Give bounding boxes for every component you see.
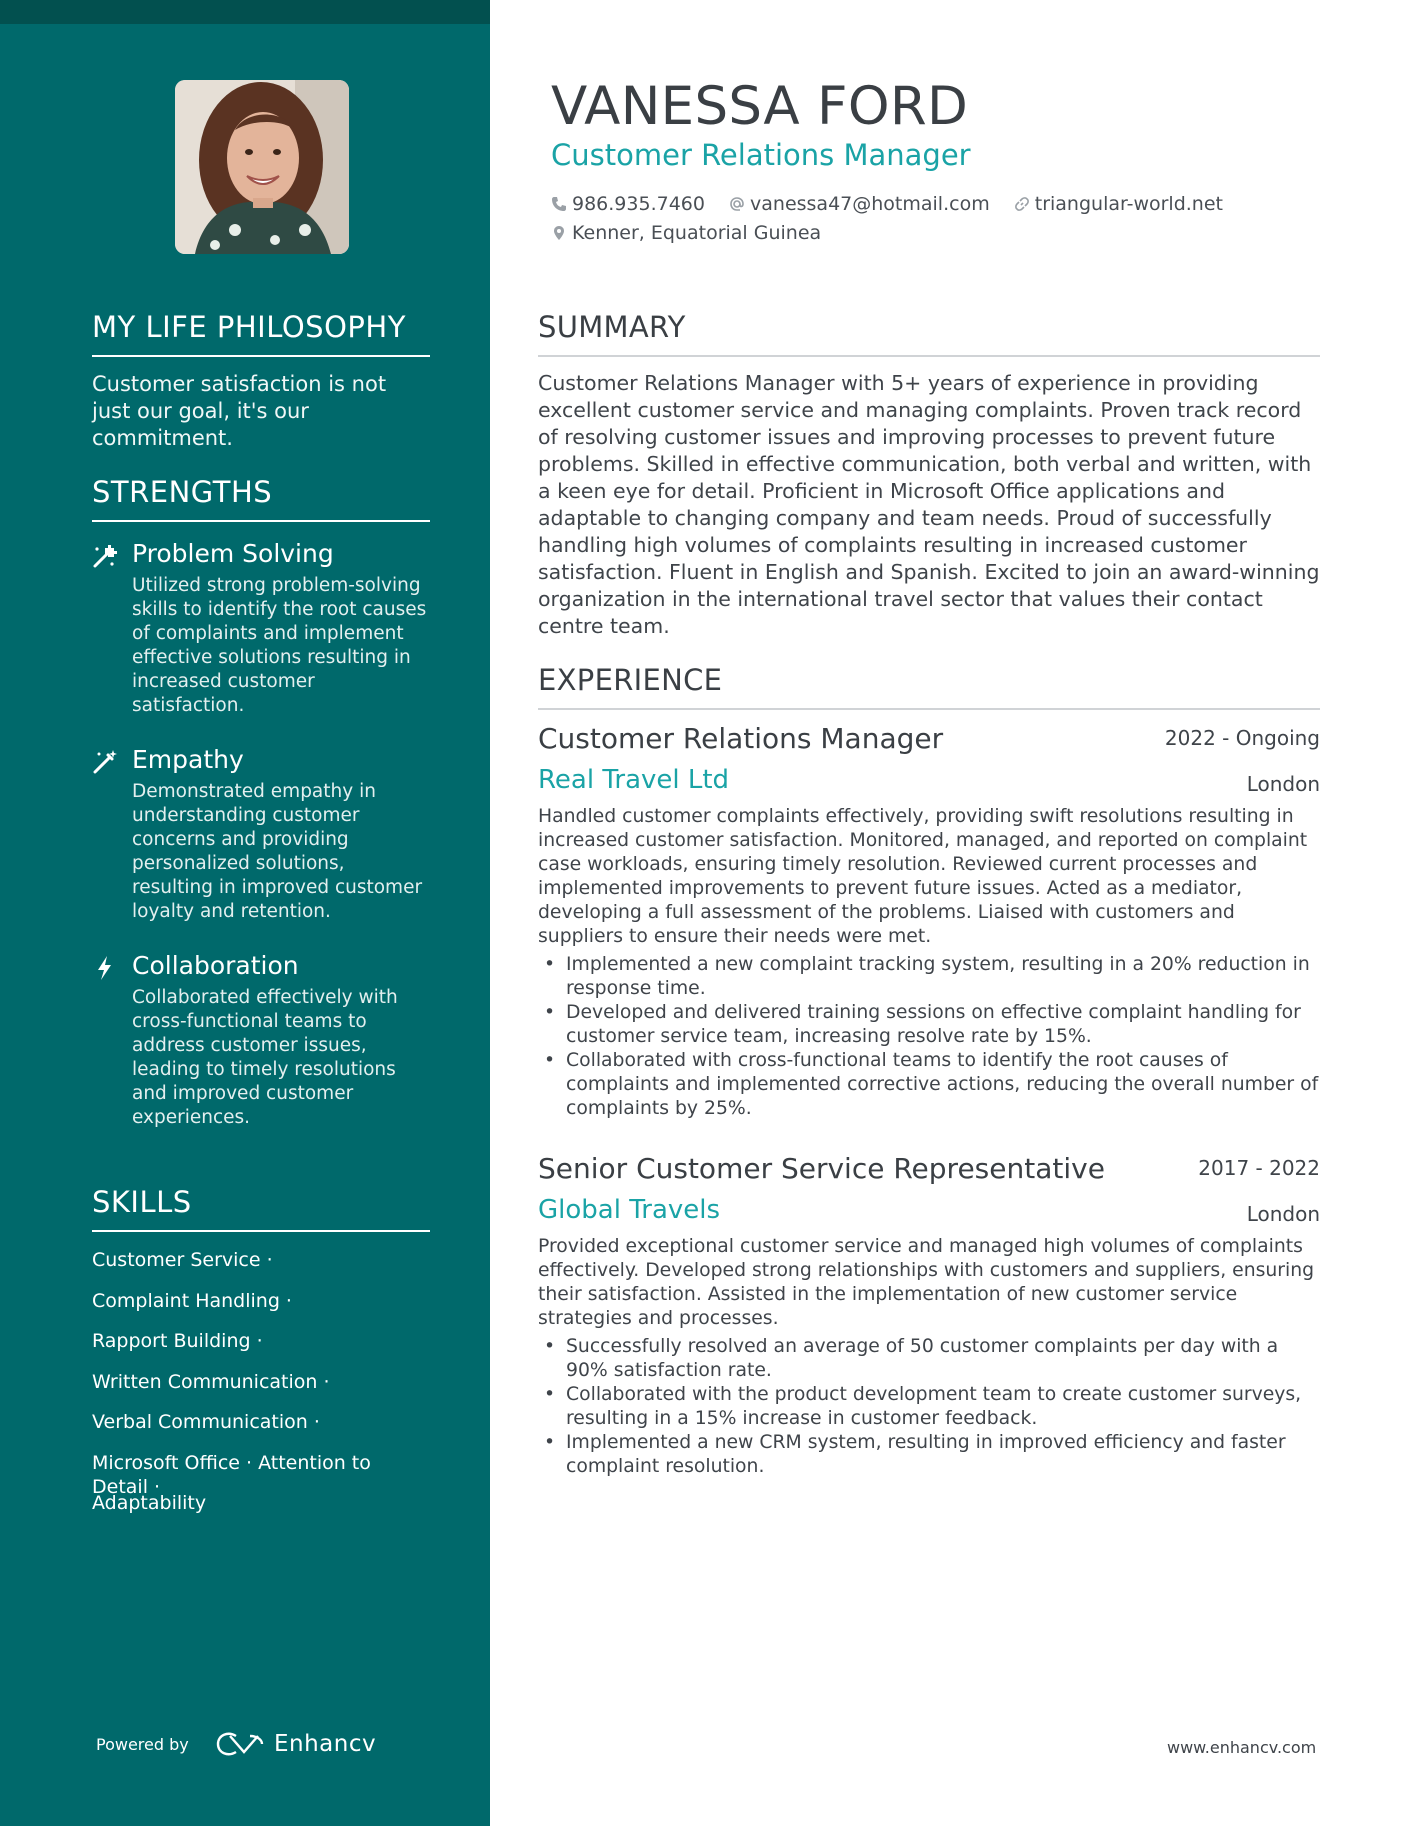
achievement-list bbox=[538, 953, 1320, 1121]
strengths-title: STRENGTHS bbox=[92, 475, 430, 522]
location-line bbox=[551, 222, 839, 244]
avatar bbox=[175, 80, 349, 254]
sidebar bbox=[0, 0, 490, 1826]
philosophy-section bbox=[92, 310, 430, 452]
website-contact[interactable] bbox=[1014, 193, 1223, 215]
location-contact bbox=[551, 222, 821, 244]
job-location: London bbox=[1246, 1202, 1320, 1226]
skill-item: Customer Service · bbox=[92, 1249, 273, 1271]
email-contact[interactable] bbox=[729, 193, 990, 215]
footer-website-link[interactable]: www.enhancv.com bbox=[1167, 1738, 1317, 1757]
job-location: London bbox=[1246, 772, 1320, 796]
phone-icon bbox=[551, 196, 567, 212]
enhancv-logo[interactable] bbox=[216, 1731, 396, 1761]
job-title: Senior Customer Service Representative bbox=[538, 1152, 1105, 1185]
achievement-item: • Collaborated with cross-functional teams to identify the root causes of complaints and implemented corrective actions, reducing the overall number of complaints by 25%. bbox=[538, 1049, 1320, 1121]
contact-line bbox=[551, 193, 1241, 215]
job-entry bbox=[538, 1152, 1320, 1479]
candidate-name: VANESSA FORD bbox=[551, 76, 969, 137]
enhancv-logo-text: Enhancv bbox=[274, 1731, 377, 1757]
strength-desc: Demonstrated empathy in understanding customer concerns and providing personalized solutions, resulting in improved customer loyalty and retention. bbox=[132, 781, 423, 922]
strengths-section bbox=[92, 475, 430, 1130]
company-name: Real Travel Ltd bbox=[538, 765, 730, 795]
sidebar-top-band bbox=[0, 0, 490, 24]
achievement-item: • Successfully resolved an average of 50 customer complaints per day with a 90% satisfaction rate. bbox=[538, 1335, 1320, 1383]
skill-item: Complaint Handling · bbox=[92, 1289, 292, 1312]
location-pin-icon bbox=[551, 225, 567, 241]
philosophy-text: Customer satisfaction is not just our goal, it's our commitment. bbox=[92, 372, 387, 450]
skill-item: Verbal Communication · bbox=[92, 1411, 320, 1433]
at-icon bbox=[729, 196, 745, 212]
achievement-item: • Implemented a new CRM system, resulting in improved efficiency and faster complaint resolution. bbox=[538, 1431, 1320, 1479]
skill-item: Microsoft Office · Attention to Detail · bbox=[92, 1451, 371, 1498]
candidate-role: Customer Relations Manager bbox=[551, 138, 971, 172]
strength-title: Problem Solving bbox=[132, 539, 334, 568]
job-description: Handled customer complaints effectively, providing swift resolutions resulting in increased customer satisfaction. Monitored, managed, and reported on complaint case workloads, ensuring timely resolution. Reviewed current processes and implemented improvements to prevent future issues. Acted as a mediator, developing a full assessment of the problems. Liaised with customers and suppliers to ensure their needs were met. bbox=[538, 806, 1308, 947]
lightning-icon bbox=[92, 955, 118, 981]
company-name: Global Travels bbox=[538, 1195, 721, 1225]
portrait-image bbox=[175, 80, 349, 254]
phone-contact[interactable] bbox=[551, 193, 705, 215]
skills-title: SKILLS bbox=[92, 1185, 430, 1232]
strength-item bbox=[92, 744, 430, 924]
location-text: Kenner, Equatorial Guinea bbox=[572, 222, 822, 244]
skill-item: Written Communication · bbox=[92, 1370, 330, 1393]
website-text: triangular-world.net bbox=[1034, 193, 1223, 215]
job-title: Customer Relations Manager bbox=[538, 722, 944, 755]
strength-desc: Utilized strong problem-solving skills to identify the root causes of complaints and implement effective solutions resulting in increased customer satisfaction. bbox=[132, 575, 427, 716]
job-dates: 2017 - 2022 bbox=[1198, 1156, 1320, 1180]
achievement-list bbox=[538, 1335, 1320, 1479]
strength-desc: Collaborated effectively with cross-functional teams to address customer issues, leading to timely resolutions and improved customer experiences. bbox=[132, 987, 398, 1128]
summary-text: Customer Relations Manager with 5+ years of experience in providing excellent customer service and managing complaints. Proven track record of resolving customer issues and improving processes to prevent future problems. Skilled in effective communication, both verbal and written, with a keen eye for detail. Proficient in Microsoft Office applications and adaptable to changing company and team needs. Proud of successfully handling high volumes of complaints resulting in increased customer satisfaction. Fluent in English and Spanish. Excited to join an award-winning organization in the international travel sector that values their contact centre team. bbox=[538, 371, 1320, 638]
email-text: vanessa47@hotmail.com bbox=[750, 193, 990, 215]
job-entry bbox=[538, 722, 1320, 1121]
strength-title: Collaboration bbox=[132, 951, 299, 980]
phone-text: 986.935.7460 bbox=[572, 193, 705, 215]
summary-title: SUMMARY bbox=[538, 310, 1320, 357]
strength-title: Empathy bbox=[132, 745, 244, 774]
skill-item: Rapport Building · bbox=[92, 1330, 263, 1352]
enhancv-logo-icon bbox=[216, 1731, 264, 1757]
philosophy-title: MY LIFE PHILOSOPHY bbox=[92, 310, 430, 357]
skill-item: Adaptability bbox=[92, 1492, 207, 1514]
link-icon bbox=[1014, 196, 1030, 212]
experience-title: EXPERIENCE bbox=[538, 663, 1320, 710]
strength-item bbox=[92, 950, 430, 1130]
puzzle-wand-icon bbox=[92, 543, 118, 569]
achievement-item: • Developed and delivered training sessions on effective complaint handling for customer service team, increasing resolve rate by 15%. bbox=[538, 1001, 1320, 1049]
job-dates: 2022 - Ongoing bbox=[1164, 726, 1320, 750]
job-description: Provided exceptional customer service and managed high volumes of complaints effectively. Developed strong relationships with customers and suppliers, ensuring their satisfaction. Assisted in the implementation of new customer service strategies and processes. bbox=[538, 1236, 1315, 1329]
skills-section bbox=[92, 1185, 430, 1532]
achievement-item: • Collaborated with the product development team to create customer surveys, resulting in a 15% increase in customer feedback. bbox=[538, 1383, 1320, 1431]
magic-wand-icon bbox=[92, 749, 118, 775]
achievement-item: • Implemented a new complaint tracking system, resulting in a 20% reduction in response time. bbox=[538, 953, 1320, 1001]
strength-item bbox=[92, 538, 430, 718]
powered-by-label: Powered by bbox=[96, 1735, 189, 1754]
skills-list bbox=[92, 1248, 430, 1532]
